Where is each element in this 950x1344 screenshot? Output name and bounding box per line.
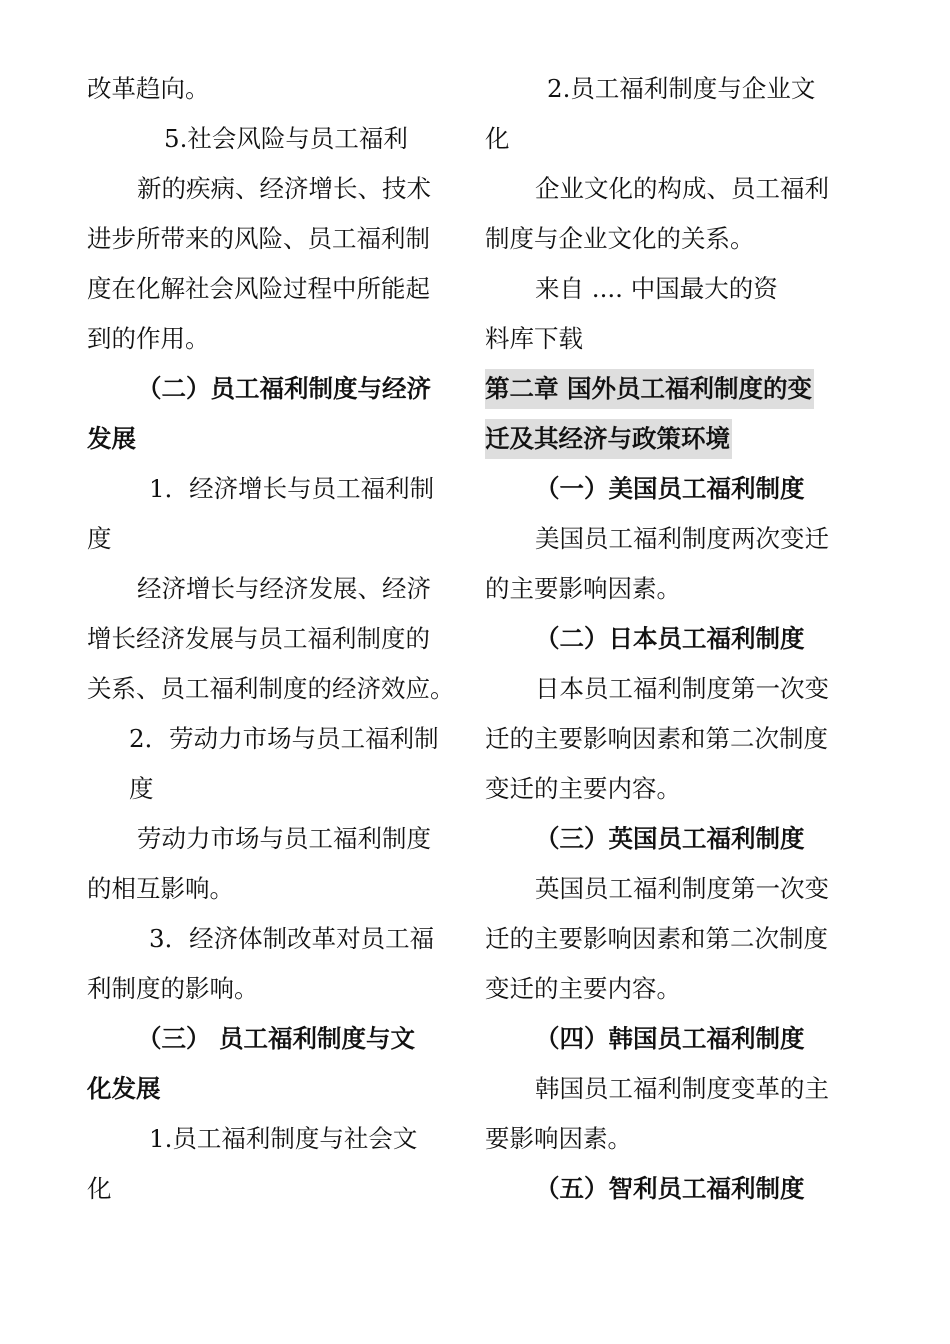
right-column-line	[485, 64, 847, 114]
right-column-line	[485, 214, 847, 264]
paragraph-text: 2.员工福利制度与企业文	[547, 74, 816, 103]
right-column-line	[485, 364, 847, 414]
paragraph-text: 来自 .... 中国最大的资	[535, 274, 778, 303]
paragraph-text: 增长经济发展与员工福利制度的	[87, 624, 430, 653]
paragraph-text: 度在化解社会风险过程中所能起	[87, 274, 430, 303]
paragraph-text: 利制度的影响。	[87, 974, 259, 1003]
section-heading-text: 发展	[87, 424, 136, 453]
left-column-line	[87, 614, 449, 664]
paragraph-text: 变迁的主要内容。	[485, 974, 681, 1003]
paragraph-text: 1.员工福利制度与社会文	[149, 1124, 418, 1153]
right-column-line	[485, 814, 847, 864]
right-column-line	[485, 914, 847, 964]
paragraph-text: 迁的主要影响因素和第二次制度	[485, 724, 828, 753]
left-column-line	[87, 914, 449, 964]
paragraph-text: 3．经济体制改革对员工福	[149, 924, 435, 953]
right-column-line	[485, 714, 847, 764]
right-column-line	[485, 514, 847, 564]
left-column-line	[87, 1064, 449, 1114]
paragraph-text: 劳动力市场与员工福利制度	[137, 824, 431, 853]
paragraph-text: 变迁的主要内容。	[485, 774, 681, 803]
right-column-line	[485, 664, 847, 714]
section-heading-text: （一）美国员工福利制度	[535, 474, 805, 503]
right-column-line	[485, 614, 847, 664]
left-column-line	[87, 1164, 449, 1214]
paragraph-text: 的相互影响。	[87, 874, 234, 903]
paragraph-text: 关系、员工福利制度的经济效应。	[87, 674, 455, 703]
paragraph-text: 到的作用。	[87, 324, 210, 353]
paragraph-text: 英国员工福利制度第一次变	[535, 874, 829, 903]
paragraph-text: 要影响因素。	[485, 1124, 632, 1153]
right-text-column	[485, 64, 847, 1214]
paragraph-text: 料库下载	[485, 324, 583, 353]
paragraph-text: 度	[87, 524, 112, 553]
paragraph-text: 化	[485, 124, 510, 153]
left-column-line	[87, 1114, 449, 1164]
right-column-line	[485, 314, 847, 364]
right-column-line	[485, 1164, 847, 1214]
left-column-line	[87, 464, 449, 514]
paragraph-text: 5.社会风险与员工福利	[164, 124, 408, 153]
section-heading-text: （二）日本员工福利制度	[535, 624, 805, 653]
paragraph-text: 制度与企业文化的关系。	[485, 224, 755, 253]
paragraph-text: 2．劳动力市场与员工福利制	[129, 724, 439, 753]
right-column-line	[485, 564, 847, 614]
right-column-line	[485, 164, 847, 214]
left-column-line	[87, 714, 449, 764]
left-column-line	[87, 314, 449, 364]
left-column-line	[87, 164, 449, 214]
paragraph-text: 迁的主要影响因素和第二次制度	[485, 924, 828, 953]
left-column-line	[87, 114, 449, 164]
paragraph-text: 经济增长与经济发展、经济	[137, 574, 431, 603]
paragraph-text: 度	[129, 774, 154, 803]
section-heading-text: （四）韩国员工福利制度	[535, 1024, 805, 1053]
left-column-line	[87, 214, 449, 264]
chapter-heading-text: 迁及其经济与政策环境	[485, 419, 732, 459]
left-text-column	[87, 64, 455, 1214]
section-heading-text: （五）智利员工福利制度	[535, 1174, 805, 1203]
paragraph-text: 新的疾病、经济增长、技术	[137, 174, 431, 203]
right-column-line	[485, 964, 847, 1014]
chapter-heading-text: 第二章 国外员工福利制度的变	[485, 369, 814, 409]
paragraph-text: 进步所带来的风险、员工福利制	[87, 224, 430, 253]
right-column-line	[485, 1064, 847, 1114]
right-column-line	[485, 464, 847, 514]
paragraph-text: 改革趋向。	[87, 74, 210, 103]
section-heading-text: （三）英国员工福利制度	[535, 824, 805, 853]
right-column-line	[485, 1114, 847, 1164]
left-column-line	[87, 664, 455, 714]
section-heading-text: （二）员工福利制度与经济	[137, 374, 431, 403]
paragraph-text: 的主要影响因素。	[485, 574, 681, 603]
paragraph-text: 美国员工福利制度两次变迁	[535, 524, 829, 553]
right-column-line	[485, 414, 847, 464]
paragraph-text: 韩国员工福利制度变革的主	[535, 1074, 829, 1103]
right-column-line	[485, 764, 847, 814]
paragraph-text: 日本员工福利制度第一次变	[535, 674, 829, 703]
left-column-line	[87, 264, 449, 314]
left-column-line	[87, 764, 449, 814]
left-column-line	[87, 864, 449, 914]
right-column-line	[485, 264, 847, 314]
right-column-line	[485, 114, 847, 164]
left-column-line	[87, 1014, 449, 1064]
left-column-line	[87, 814, 449, 864]
paragraph-text: 化	[87, 1174, 112, 1203]
left-column-line	[87, 514, 449, 564]
left-column-line	[87, 964, 449, 1014]
right-column-line	[485, 1014, 847, 1064]
paragraph-text: 1．经济增长与员工福利制	[149, 474, 435, 503]
section-heading-text: （三） 员工福利制度与文	[137, 1024, 416, 1053]
right-column-line	[485, 864, 847, 914]
left-column-line	[87, 564, 449, 614]
paragraph-text: 企业文化的构成、员工福利	[535, 174, 829, 203]
section-heading-text: 化发展	[87, 1074, 161, 1103]
left-column-line	[87, 64, 449, 114]
left-column-line	[87, 364, 449, 414]
left-column-line	[87, 414, 449, 464]
